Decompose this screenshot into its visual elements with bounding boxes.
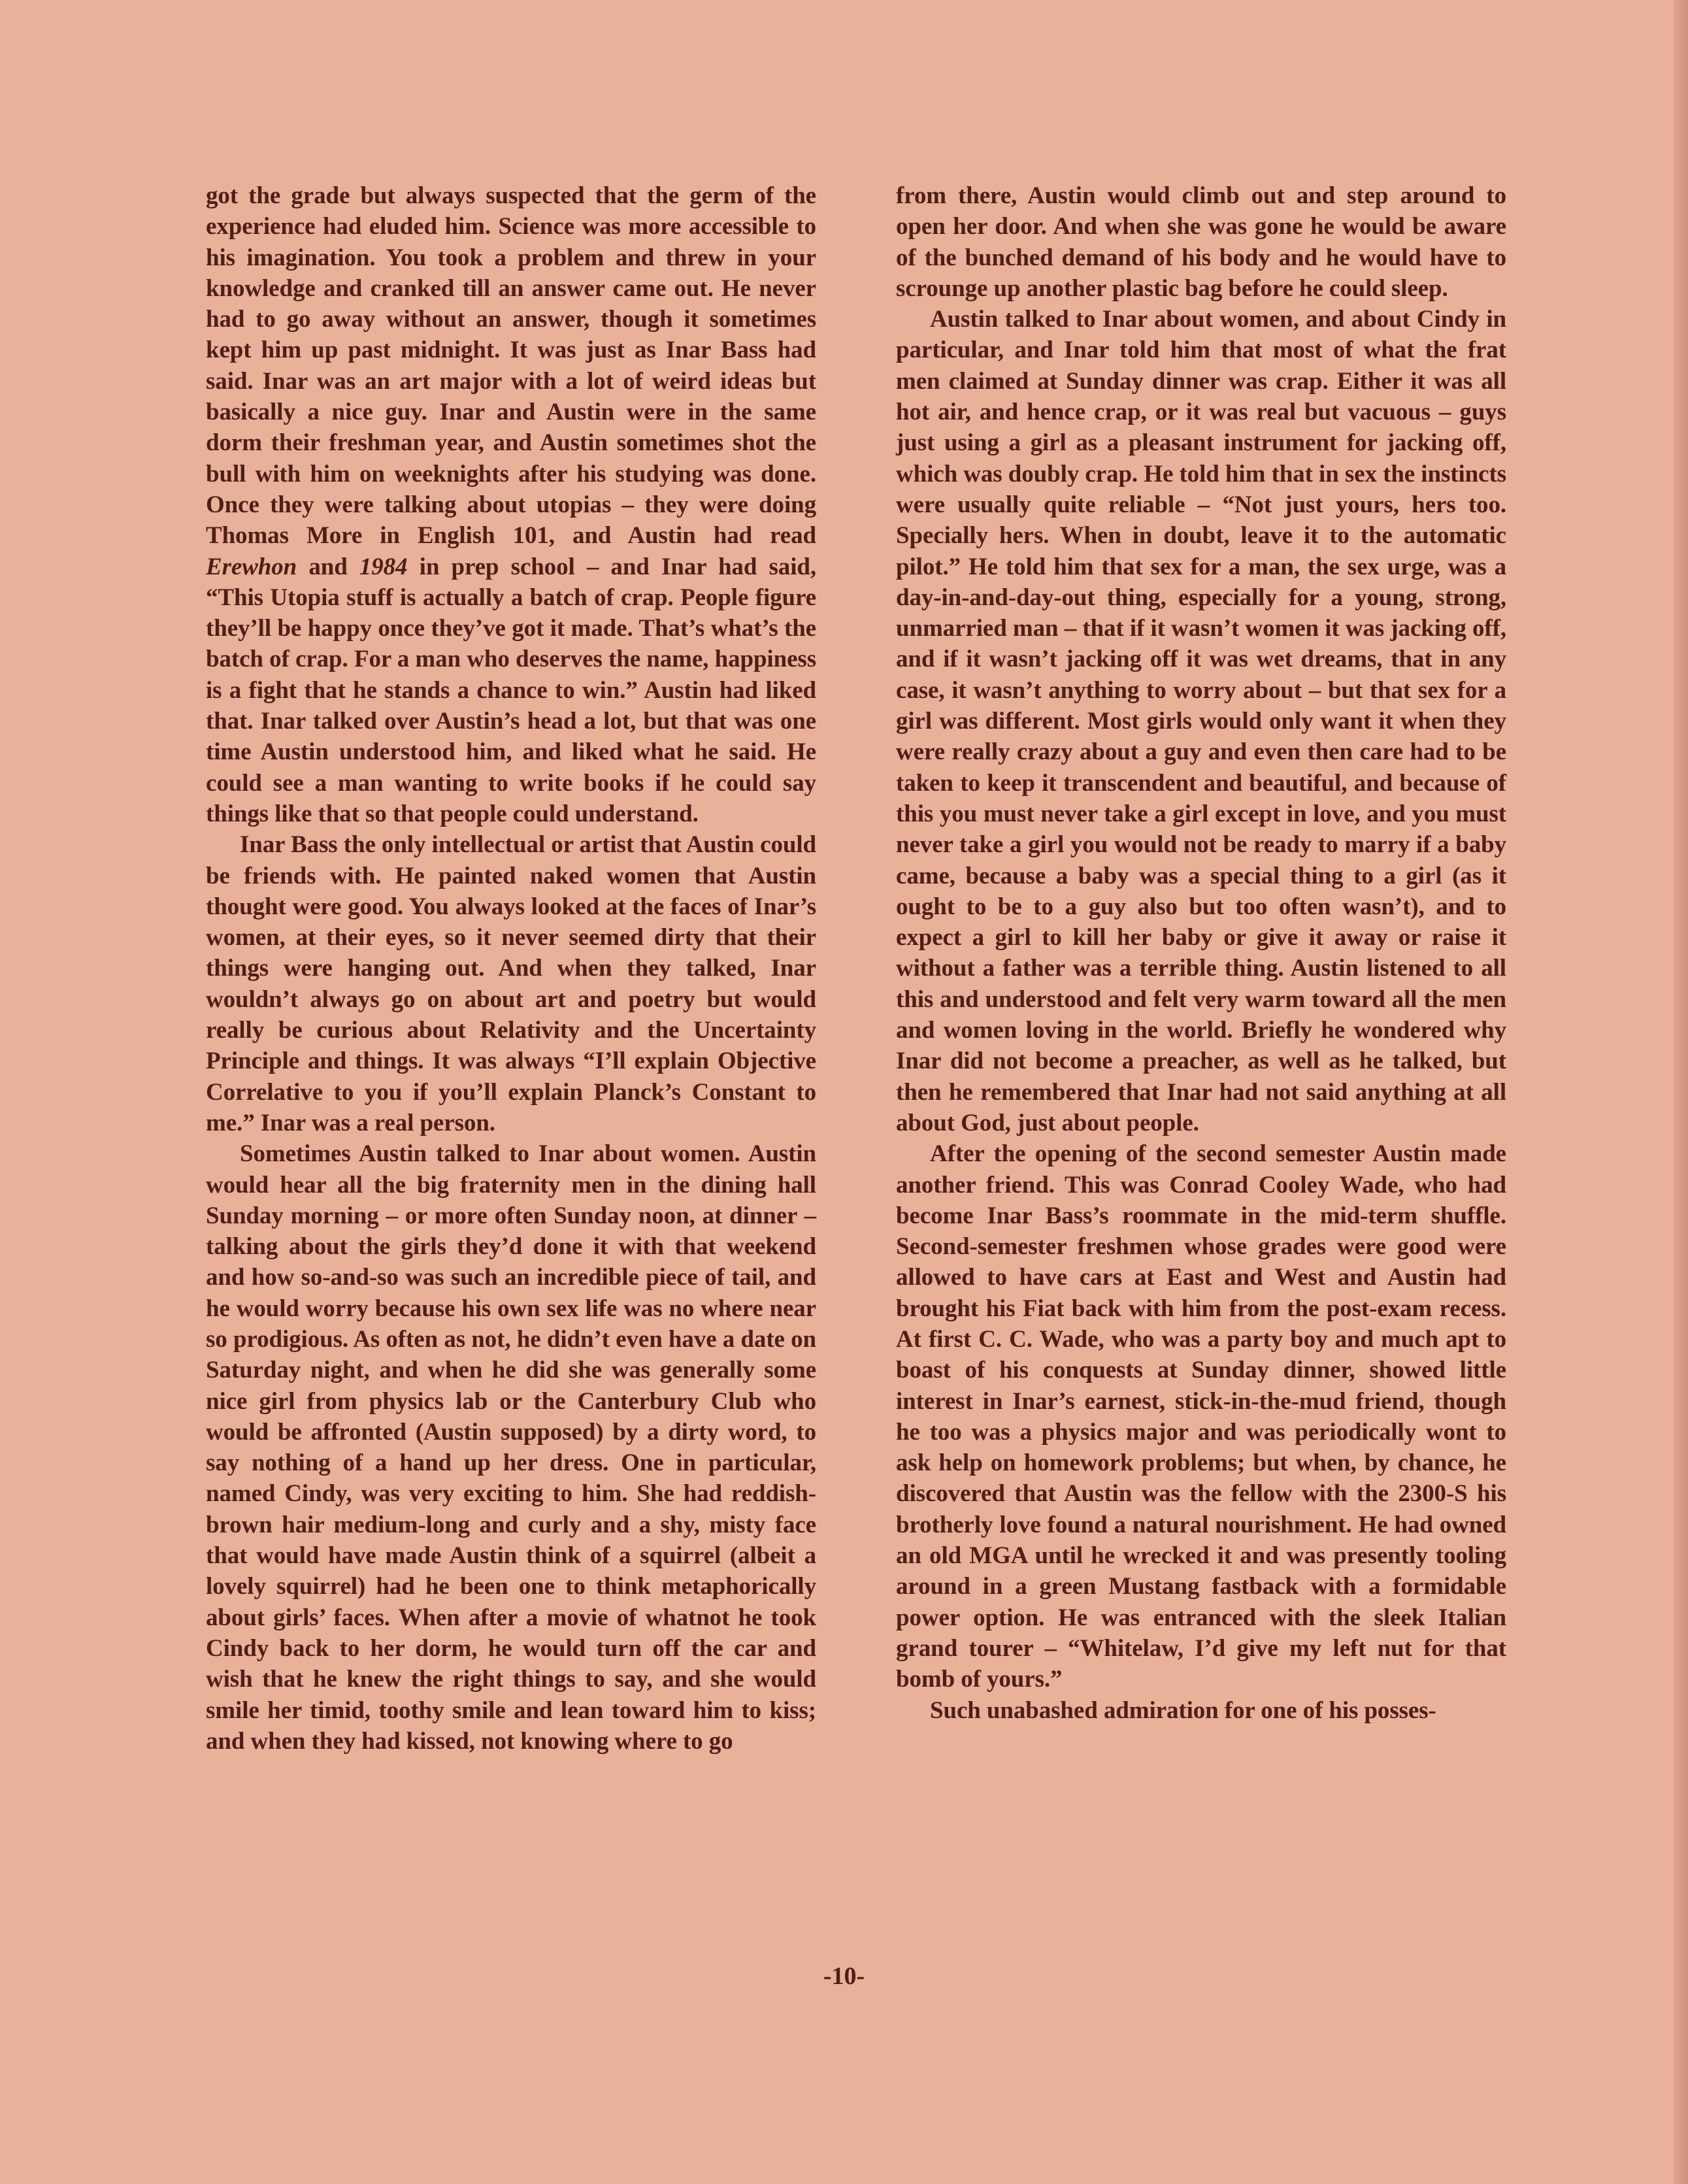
paragraph <box>206 180 816 829</box>
book-title: Erewhon <box>206 553 297 580</box>
text-run: and <box>297 553 359 580</box>
paragraph: Inar Bass the only intellectual or artist that Austin could be friends with. He painted naked women that Austin thought were good. You always looked at the faces of Inar’s women, at their eyes, so it never seemed dirty that their things were hanging out. And when they talked, Inar wouldn’t always go on about art and poetry but would really be curious about Relativity and the Uncertainty Principle and things. It was always “I’ll explain Objective Correlative to you if you’ll explain Planck’s Constant to me.” Inar was a real person. <box>206 831 816 1136</box>
paragraph: Sometimes Austin talked to Inar about women. Austin would hear all the big fraternity men in the dining hall Sunday morning – or more often Sunday noon, at dinner – talking about the girls they’d done it with that weekend and how so-and-so was such an incredible piece of tail, and he would worry because his own sex life was no where near so prodigious. As often as not, he didn’t even have a date on Saturday night, and when he did she was generally some nice girl from physics lab or the Canterbury Club who would be affronted (Austin supposed) by a dirty word, to say nothing of a hand up her dress. One in particular, named Cindy, was very exciting to him. She had reddish-brown hair medium-long and curly and a shy, misty face that would have made Austin think of a squirrel (albeit a lovely squirrel) had he been one to think metaphorically about girls’ faces. When after a movie of whatnot he took Cindy back to her dorm, he would turn off the car and wish that he knew the right things to say, and she would smile her timid, toothy smile and lean toward him to kiss; and when they had kissed, not knowing where to go <box>206 1140 816 1755</box>
left-column <box>206 180 816 1757</box>
text-run: got the grade but always suspected that the germ of the experience had eluded him. Science was more accessible to his imagination. You took a problem and threw in your knowledge and cranked till an answer came out. He never had to go away without an answer, though it sometimes kept him up past midnight. It was just as Inar Bass had said. Inar was an art major with a lot of weird ideas but basically a nice guy. Inar and Austin were in the same dorm their freshman year, and Austin sometimes shot the bull with him on weeknights after his studying was done. Once they were talking about utopias – they were doing Thomas More in English 101, and Austin had read <box>206 182 816 550</box>
paragraph: Austin talked to Inar about women, and about Cindy in particular, and Inar told him that most of what the frat men claimed at Sunday dinner was crap. Either it was all hot air, and hence crap, or it was real but vacuous – guys just using a girl as a pleasant instrument for jacking off, which was doubly crap. He told him that in sex the instincts were usually quite reliable – “Not just yours, hers too. Specially hers. When in doubt, leave it to the automatic pilot.” He told him that sex for a man, the sex urge, was a day-in-and-day-out thing, especially for a young, strong, unmarried man – that if it wasn’t women it was jacking off, and if it wasn’t jacking off it was wet dreams, that in any case, it wasn’t anything to worry about – but that sex for a girl was different. Most girls would only want it when they were really crazy about a guy and even then care had to be taken to keep it transcendent and beautiful, and because of this you must never take a girl except in love, and you must never take a girl you would not be ready to marry if a baby came, because a baby was a special thing to a girl (as it ought to be to a guy also but too often wasn’t), and to expect a girl to kill her baby or give it away or raise it without a father was a terrible thing. Austin listened to all this and understood and felt very warm toward all the men and women loving in the world. Briefly he wondered why Inar did not become a preacher, as well as he talked, but then he remembered that Inar had not said anything at all about God, just about people. <box>896 306 1506 1136</box>
paragraph: from there, Austin would climb out and step around to open her door. And when she was gone he would be aware of the bunched demand of his body and he would have to scrounge up another plastic bag before he could sleep. <box>896 182 1506 302</box>
page-edge <box>1674 0 1688 2184</box>
paragraph: After the opening of the second semester Austin made another friend. This was Conrad Cooley Wade, who had become Inar Bass’s roommate in the mid-term shuffle. Second-semester freshmen whose grades were good were allowed to have cars at East and West and Austin had brought his Fiat back with him from the post-exam recess. At first C. C. Wade, who was a party boy and much apt to boast of his conquests at Sunday dinner, showed little interest in Inar’s earnest, stick-in-the-mud friend, though he too was a physics major and was periodically wont to ask help on homework problems; but when, by chance, he discovered that Austin was the fellow with the 2300-S his brotherly love found a natural nourishment. He had owned an old MGA until he wrecked it and was presently tooling around in a green Mustang fastback with a formidable power option. He was entranced with the sleek Italian grand tourer – “Whitelaw, I’d give my left nut for that bomb of yours.” <box>896 1140 1506 1693</box>
paragraph: Such unabashed admiration for one of his posses- <box>930 1696 1436 1724</box>
text-run: in prep school – and Inar had said, “This Utopia stuff is actually a batch of crap. People figure they’ll be happy once they’ve got it made. That’s what’s the batch of crap. For a man who deserves the name, happiness is a fight that he stands a chance to win.” Austin had liked that. Inar talked over Austin’s head a lot, but that was one time Austin understood him, and liked what he said. He could see a man wanting to write books if he could say things like that so that people could understand. <box>206 553 816 827</box>
right-column <box>896 180 1506 1726</box>
page-number: -10- <box>823 1962 865 1990</box>
book-title: 1984 <box>359 553 408 580</box>
